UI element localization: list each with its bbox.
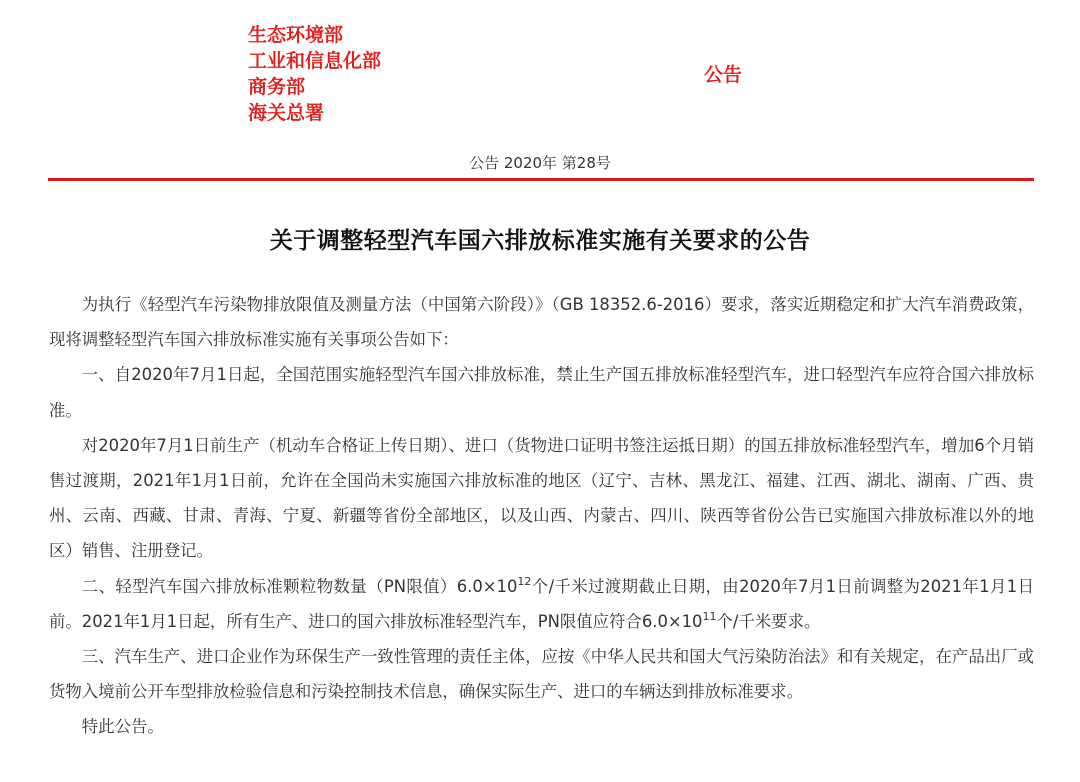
agency-customs: 海关总署 [248,102,325,124]
document-body [49,287,1034,745]
paragraph-intro: 为执行《轻型汽车污染物排放限值及测量方法（中国第六阶段）》（GB 18352.6-2016）要求，落实近期稳定和扩大汽车消费政策，现将调整轻型汽车国六排放标准实施有关事项公告如下： [49,295,1034,350]
exponent-12: 12 [517,574,532,588]
item-2-text-a: 二、轻型汽车国六排放标准颗粒物数量（PN限值）6.0×10 [81,576,518,596]
issuing-agencies [248,22,381,126]
paragraph-item-1-transition: 对2020年7月1日前生产（机动车合格证上传日期）、进口（货物进口证明书签注运抵日期）的国五排放标准轻型汽车，增加6个月销售过渡期，2021年1月1日前，允许在全国尚未实施国六排放标准的地区（辽宁、吉林、黑龙江、福建、江西、湖北、湖南、广西、贵州、云南、西藏、甘肃、青海、宁夏、新疆等省份全部地区，以及山西、内蒙古、四川、陕西等省份公告已实施国六排放标准以外的地区）销售、注册登记。 [49,435,1034,561]
document-type-label: 公告 [704,64,743,86]
item-2-text-c: 个/千米要求。 [716,611,821,631]
item-2-text-b: 个/千米过渡期截止日期，由2020年7月1日前调整为2021年1月1日前。2021年1月1日起，所有生产、进口的国六排放标准轻型汽车，PN限值应符合6.0×10 [49,576,1034,631]
agency-industry-it: 工业和信息化部 [248,50,382,72]
red-divider-line [48,178,1034,181]
document-number: 公告 2020年 第28号 [469,154,611,172]
document-header [0,0,1080,180]
exponent-11: 11 [702,609,717,623]
agency-ecology-environment: 生态环境部 [248,24,344,46]
paragraph-item-3: 三、汽车生产、进口企业作为环保生产一致性管理的责任主体，应按《中华人民共和国大气污染防治法》和有关规定，在产品出厂或货物入境前公开车型排放检验信息和污染控制技术信息，确保实际生产、进口的车辆达到排放标准要求。 [49,647,1034,702]
document-title: 关于调整轻型汽车国六排放标准实施有关要求的公告 [269,228,811,254]
paragraph-item-2 [49,569,1034,639]
agency-commerce: 商务部 [248,76,306,98]
paragraph-closing: 特此公告。 [81,717,164,737]
paragraph-item-1: 一、自2020年7月1日起，全国范围实施轻型汽车国六排放标准，禁止生产国五排放标准轻型汽车，进口轻型汽车应符合国六排放标准。 [49,365,1034,420]
